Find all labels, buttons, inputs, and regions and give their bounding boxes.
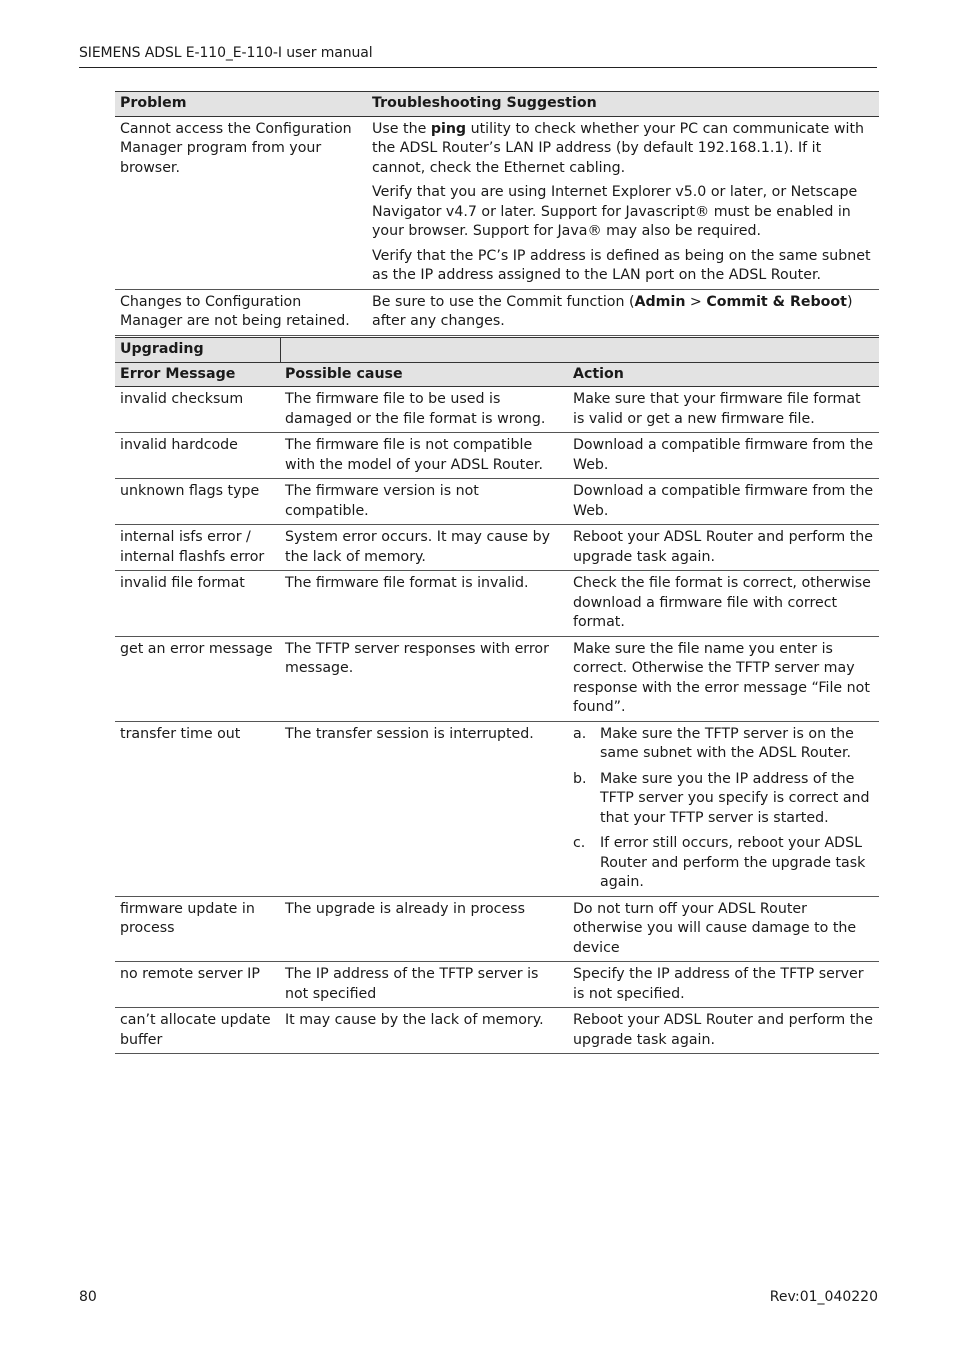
bold-keyword: Commit & Reboot <box>706 293 847 310</box>
column-header-problem: Problem <box>115 92 367 117</box>
cause-cell: The firmware version is not compatible. <box>280 479 568 525</box>
text-run: ) after any changes. <box>372 293 853 329</box>
table-row <box>115 387 879 433</box>
text-run: Use the <box>372 120 431 137</box>
column-header-error: Error Message <box>115 362 280 387</box>
cause-cell: The TFTP server responses with error message. <box>280 636 568 721</box>
table-row <box>115 721 879 896</box>
action-cell: Reboot your ADSL Router and perform the upgrade task again. <box>568 525 879 571</box>
error-cell: invalid hardcode <box>115 433 280 479</box>
action-cell: Check the file format is correct, otherwise download a firmware file with correct format. <box>568 571 879 637</box>
column-header-cause: Possible cause <box>280 362 568 387</box>
text-run: > <box>685 293 707 310</box>
suggestion-cell <box>367 116 879 289</box>
step-text: Make sure the TFTP server is on the same subnet with the ADSL Router. <box>600 725 854 761</box>
text-run: utility to check whether your PC can communicate with the ADSL Router’s LAN IP address (by default 192.168.1.1). If it cannot, check the Ethernet cabling. <box>372 120 865 176</box>
page-header <box>79 45 877 68</box>
table-row <box>115 479 879 525</box>
suggestion-paragraph: Verify that you are using Internet Explorer v5.0 or later, or Netscape Navigator v4.7 or later. Support for Javascript® must be enabled in your browser. Support for Java® may also be required. <box>372 184 858 239</box>
section-title: Upgrading <box>115 338 280 363</box>
table-row <box>115 962 879 1008</box>
step-text: Make sure you the IP address of the TFTP server you specify is correct and that your TFTP server is started. <box>600 770 870 826</box>
table-row <box>115 896 879 962</box>
list-item <box>573 834 874 893</box>
step-letter: a. <box>573 725 587 742</box>
error-cell: no remote server IP <box>115 962 280 1008</box>
step-letter: b. <box>573 770 587 787</box>
action-cell: Download a compatible firmware from the Web. <box>568 433 879 479</box>
suggestion-paragraph <box>372 120 874 179</box>
suggestion-cell <box>367 289 879 335</box>
table-row <box>115 571 879 637</box>
revision-label: Rev:01_040220 <box>769 1289 878 1305</box>
action-cell: Make sure that your firmware file format is valid or get a new firmware file. <box>568 387 879 433</box>
table-header-row <box>115 362 879 387</box>
manual-title: SIEMENS ADSL E-110_E-110-I user manual <box>79 45 373 61</box>
action-cell: Download a compatible firmware from the Web. <box>568 479 879 525</box>
cause-cell: The firmware file to be used is damaged or the file format is wrong. <box>280 387 568 433</box>
suggestion-paragraph: Verify that the PC’s IP address is defined as being on the same subnet as the IP address assigned to the LAN port on the ADSL Router. <box>372 247 871 283</box>
problem-cell: Cannot access the Configuration Manager program from your browser. <box>115 116 367 289</box>
cause-cell: The firmware file format is invalid. <box>280 571 568 637</box>
step-text: If error still occurs, reboot your ADSL Router and perform the upgrade task again. <box>600 835 866 890</box>
error-cell: internal isfs error / internal flashfs error <box>115 525 280 571</box>
page-number: 80 <box>79 1289 97 1305</box>
table-row <box>115 636 879 721</box>
action-cell: Reboot your ADSL Router and perform the upgrade task again. <box>568 1008 879 1054</box>
cause-cell: System error occurs. It may cause by the lack of memory. <box>280 525 568 571</box>
action-steps-list <box>573 725 874 893</box>
table-row <box>115 1008 879 1054</box>
table-row <box>115 116 879 289</box>
section-header-blank <box>280 338 879 363</box>
error-cell: can’t allocate update buffer <box>115 1008 280 1054</box>
table-row <box>115 525 879 571</box>
error-cell: unknown flags type <box>115 479 280 525</box>
table-row <box>115 433 879 479</box>
troubleshooting-table <box>115 91 879 336</box>
list-item <box>573 770 874 829</box>
suggestion-paragraph <box>372 293 874 332</box>
action-cell <box>568 721 879 896</box>
bold-keyword: ping <box>430 120 467 137</box>
error-cell: get an error message <box>115 636 280 721</box>
error-cell: invalid checksum <box>115 387 280 433</box>
error-cell: transfer time out <box>115 721 280 896</box>
list-item <box>573 725 874 764</box>
cause-cell: The IP address of the TFTP server is not specified <box>280 962 568 1008</box>
bold-keyword: Admin <box>634 293 686 310</box>
cause-cell: The upgrade is already in process <box>280 896 568 962</box>
cause-cell: The transfer session is interrupted. <box>280 721 568 896</box>
action-cell: Specify the IP address of the TFTP server is not specified. <box>568 962 879 1008</box>
table-header-row <box>115 92 879 117</box>
section-header-row <box>115 338 879 363</box>
table-row <box>115 289 879 335</box>
cause-cell: The firmware file is not compatible with the model of your ADSL Router. <box>280 433 568 479</box>
cause-cell: It may cause by the lack of memory. <box>280 1008 568 1054</box>
text-run: Be sure to use the Commit function ( <box>372 293 635 310</box>
error-cell: invalid file format <box>115 571 280 637</box>
problem-cell: Changes to Configuration Manager are not being retained. <box>115 289 367 335</box>
upgrading-table <box>115 337 879 1054</box>
error-cell: firmware update in process <box>115 896 280 962</box>
step-letter: c. <box>573 835 586 851</box>
column-header-suggestion: Troubleshooting Suggestion <box>367 92 879 117</box>
column-header-action: Action <box>568 362 879 387</box>
action-cell: Do not turn off your ADSL Router otherwise you will cause damage to the device <box>568 896 879 962</box>
action-cell: Make sure the file name you enter is correct. Otherwise the TFTP server may response with the error message “File not found”. <box>568 636 879 721</box>
